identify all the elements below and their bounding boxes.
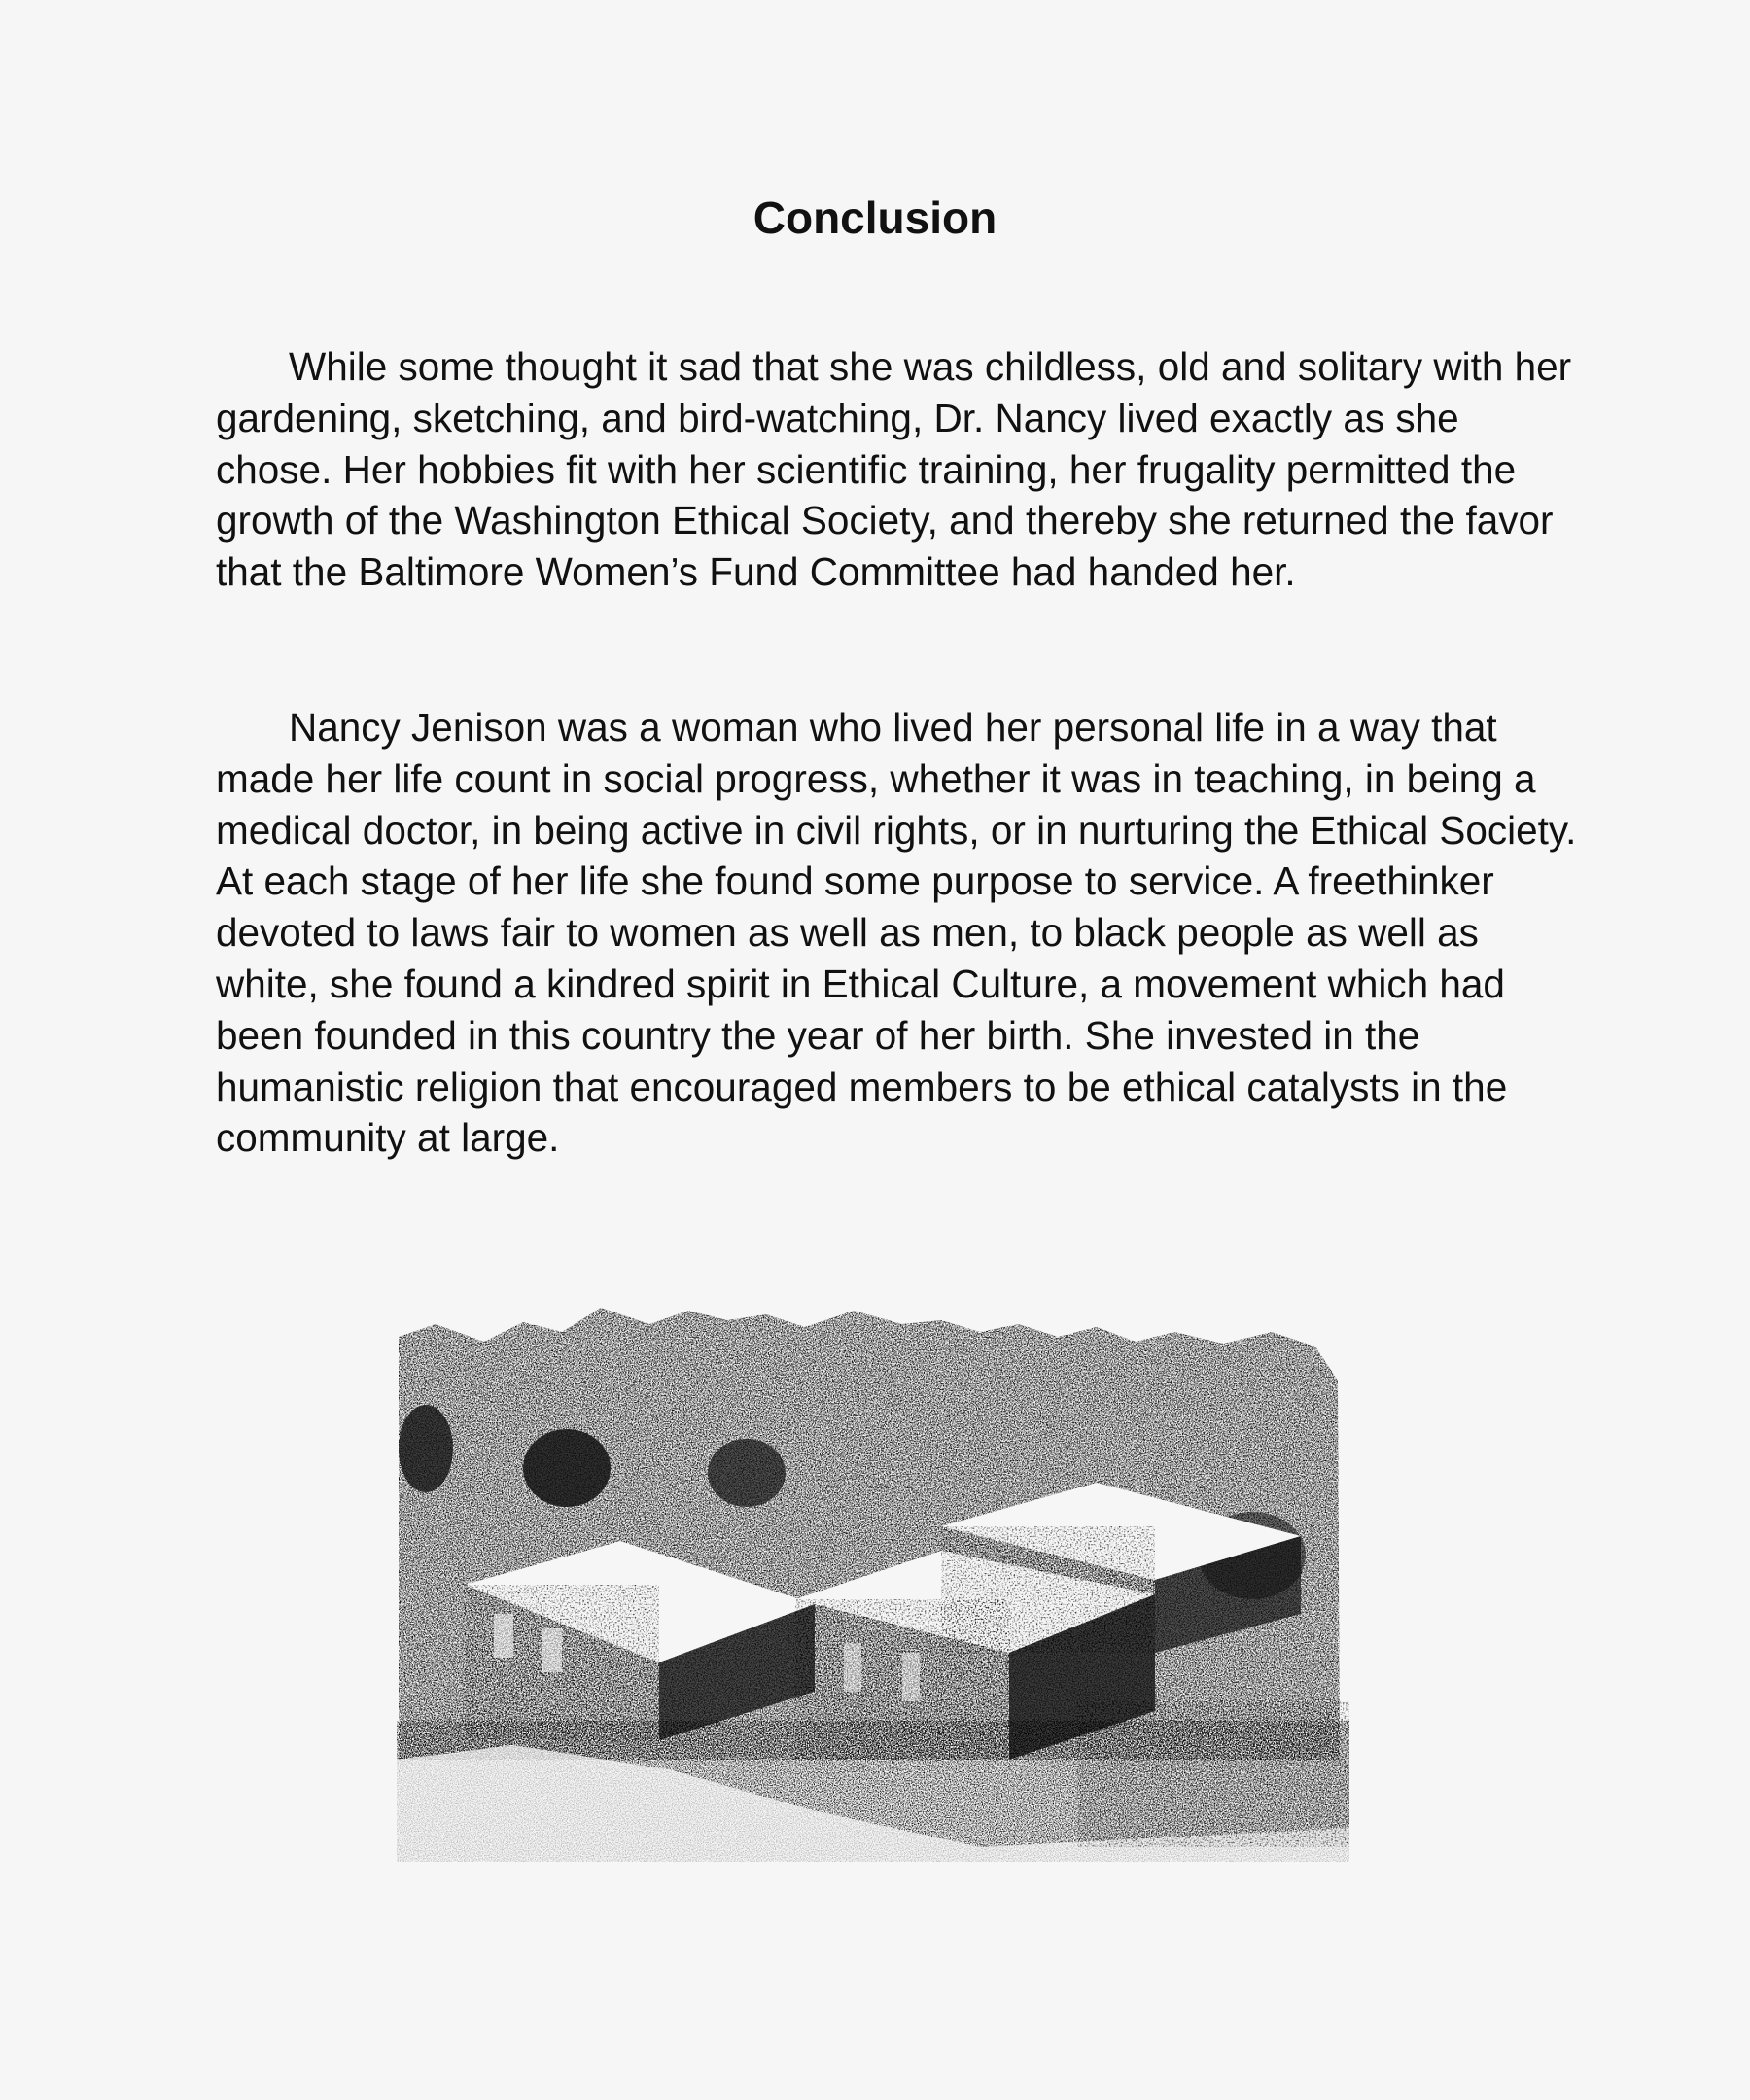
page-title: Conclusion	[752, 192, 998, 243]
paragraph-1: While some thought it sad that she was childless, old and solitary with her gardening, sketching, and bird-watching, Dr. Nancy lived exactly as she chose. Her hobbies fit with her scientific training, her frugality permitted the growth of the Washington Ethical Society, and thereby she returned the favor that the Baltimore Women’s Fund Committee had handed her.	[216, 344, 1572, 595]
ground	[397, 1701, 1349, 1872]
building-among-trees-illustration	[397, 1303, 1349, 1872]
paragraph-2: Nancy Jenison was a woman who lived her personal life in a way that made her life count in social progress, whether it was in teaching, in being a medical doctor, in being active in civil rights, or in nurturing the Ethical Society. At each stage of her life she found some purpose to service. A freethinker devoted to laws fair to women as well as men, to black people as well as white, she found a kindred spirit in Ethical Culture, a movement which had been founded in this country the year of her birth. She invested in the humanistic religion that encouraged members to be ethical catalysts in the community at large.	[216, 705, 1577, 1161]
